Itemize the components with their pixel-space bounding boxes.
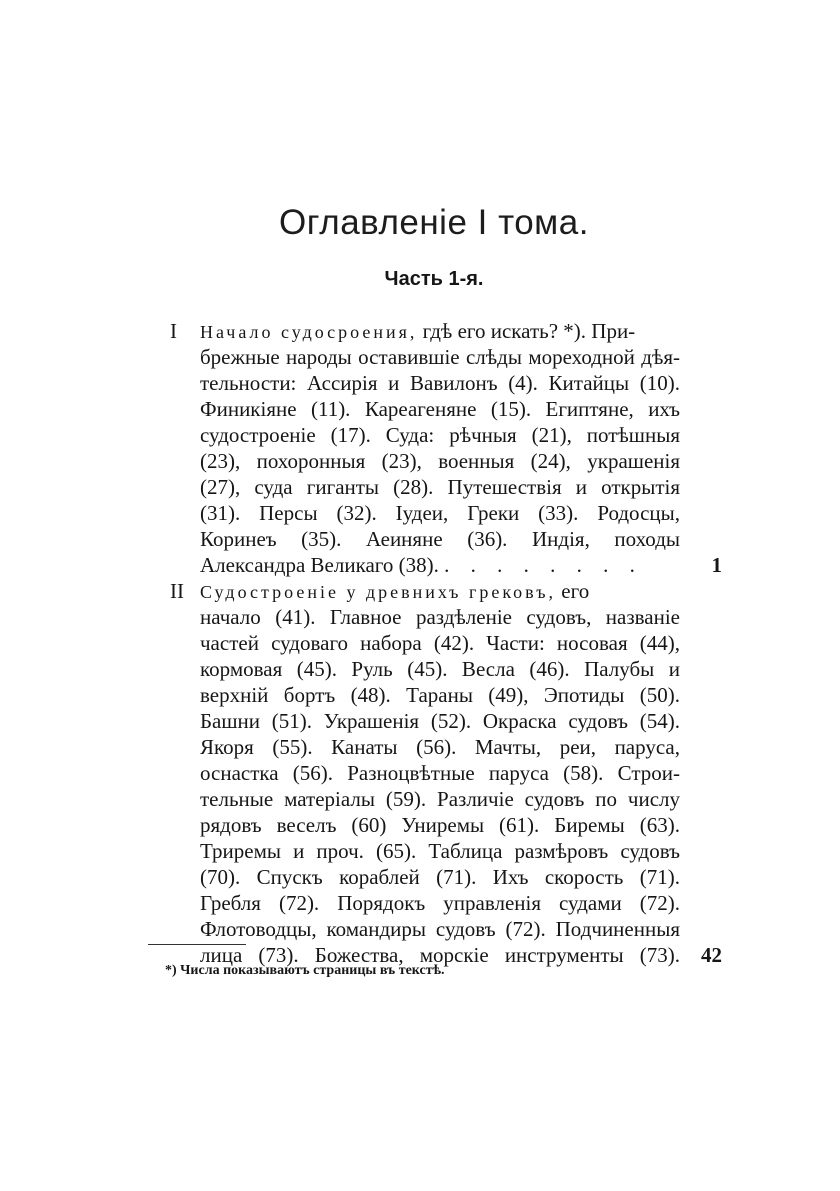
entry-line: Судостроенiе у древнихъ грековъ, его xyxy=(200,579,590,603)
entry-line: Флотоводцы, командиры судовъ (72). Подчиненныя xyxy=(200,917,680,941)
entry-line: кормовая (45). Руль (45). Весла (46). Палубы и xyxy=(200,657,680,681)
entry-line: судостроенiе (17). Суда: рѣчныя (21), потѣшныя xyxy=(200,423,680,447)
entry-line: верхнiй бортъ (48). Тараны (49), Эпотиды (50). xyxy=(200,683,680,707)
entry-line: начало (41). Главное раздѣленiе судовъ, названiе xyxy=(200,605,680,629)
entry-line: частей судоваго набора (42). Части: носовая (44), xyxy=(200,631,680,655)
entry-line: Гребля (72). Порядокъ управленiя судами (72). xyxy=(200,891,680,915)
entry-number: II xyxy=(170,579,184,603)
entry-line: (31). Персы (32). Iудеи, Греки (33). Родосцы, xyxy=(200,501,680,525)
entry-line: брежные народы оставившiе слѣды мореходной дѣя- xyxy=(200,345,680,369)
entry-line: Коринеъ (35). Аеиняне (36). Индiя, походы xyxy=(200,527,680,551)
entry-heading: Начало судосроения, xyxy=(200,322,418,342)
entry-line: рядовъ веселъ (60) Униремы (61). Биремы (63). xyxy=(200,813,680,837)
entry-body xyxy=(200,318,680,578)
entry-line: Башни (51). Украшенiя (52). Окраска судовъ (54). xyxy=(200,709,680,733)
footnote-divider xyxy=(148,944,246,945)
entry-line: (23), похоронныя (23), военныя (24), украшенiя xyxy=(200,449,680,473)
entry-heading: Судостроенiе у древнихъ грековъ, xyxy=(200,582,557,602)
entry-line: Якоря (55). Канаты (56). Мачты, реи, паруса, xyxy=(200,735,680,759)
entry-line: тельные матерiалы (59). Различiе судовъ по числу xyxy=(200,787,680,811)
entry-line: Александра Великаго (38). . . . . . . . . xyxy=(200,553,643,577)
entry-body xyxy=(200,578,680,968)
page-title: Оглавленiе I тома. xyxy=(279,203,589,242)
entry-line: лица (73). Божества, морскiе инструменты (73). xyxy=(200,943,680,967)
entry-number: I xyxy=(170,319,177,343)
page-number: 42 xyxy=(701,943,722,967)
entry-line: Триремы и проч. (65). Таблица размѣровъ судовъ xyxy=(200,839,680,863)
footnote: *) Числа показываютъ страницы въ текстѣ. xyxy=(165,963,445,978)
entry-line: оснастка (56). Разноцвѣтные паруса (58). Строи- xyxy=(200,761,680,785)
entry-line: (70). Спускъ кораблей (71). Ихъ скорость (71). xyxy=(200,865,680,889)
page-number: 1 xyxy=(711,553,722,577)
entry-line: Финикiяне (11). Кареагеняне (15). Египтяне, ихъ xyxy=(200,397,680,421)
entry-line: тельности: Ассирiя и Вавилонъ (4). Китайцы (10). xyxy=(200,371,680,395)
entry-line: Начало судосроения, гдѣ его искать? *). При- xyxy=(200,319,636,343)
leader-dots: . . . . . . . . xyxy=(444,553,643,577)
entry-line: (27), суда гиганты (28). Путешествiя и открытiя xyxy=(200,475,680,499)
part-heading: Часть 1-я. xyxy=(384,268,484,290)
